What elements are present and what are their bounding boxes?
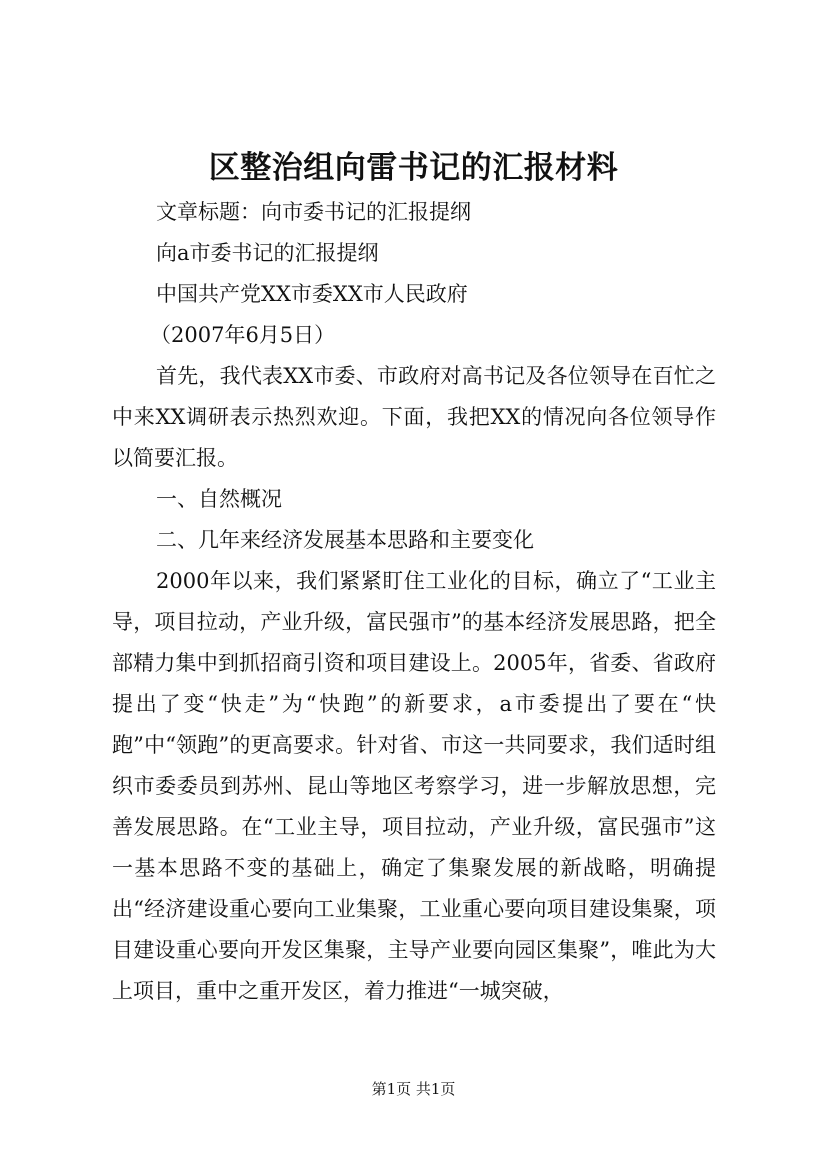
issuer-line: 中国共产党XX市委XX市人民政府 bbox=[156, 282, 468, 306]
intro-paragraph: 首先，我代表XX市委、市政府对高书记及各位领导在百忙之中来XX调研表示热烈欢迎。下面，我把XX的情况向各位领导作以简要汇报。 bbox=[112, 364, 716, 470]
document-body bbox=[112, 192, 716, 1012]
document-title: 区整治组向雷书记的汇报材料 bbox=[208, 150, 619, 186]
main-paragraph: 2000年以来，我们紧紧盯住工业化的目标，确立了“工业主导，项目拉动，产业升级，富民强市”的基本经济发展思路，把全部精力集中到抓招商引资和项目建设上。2005年，省委、省政府提出了变“快走”为“快跑”的新要求，a市委提出了要在“快跑”中“领跑”的更高要求。针对省、市这一共同要求，我们适时组织市委委员到苏州、昆山等地区考察学习，进一步解放思想，完善发展思路。在“工业主导，项目拉动，产业升级，富民强市”这一基本思路不变的基础上，确定了集聚发展的新战略，明确提出“经济建设重心要向工业集聚，工业重心要向项目建设集聚，项目建设重心要向开发区集聚，主导产业要向园区集聚”，唯此为大上项目，重中之重开发区，着力推进“一城突破， bbox=[112, 569, 716, 1003]
section-heading-2: 二、几年来经济发展基本思路和主要变化 bbox=[156, 528, 534, 552]
section-heading-1: 一、自然概况 bbox=[156, 487, 282, 511]
page-footer: 第1页 共1页 bbox=[371, 1080, 456, 1098]
date-line: （2007年6月5日） bbox=[150, 323, 336, 347]
article-title-line: 文章标题：向市委书记的汇报提纲 bbox=[156, 200, 471, 224]
subtitle-line: 向a市委书记的汇报提纲 bbox=[156, 241, 379, 265]
